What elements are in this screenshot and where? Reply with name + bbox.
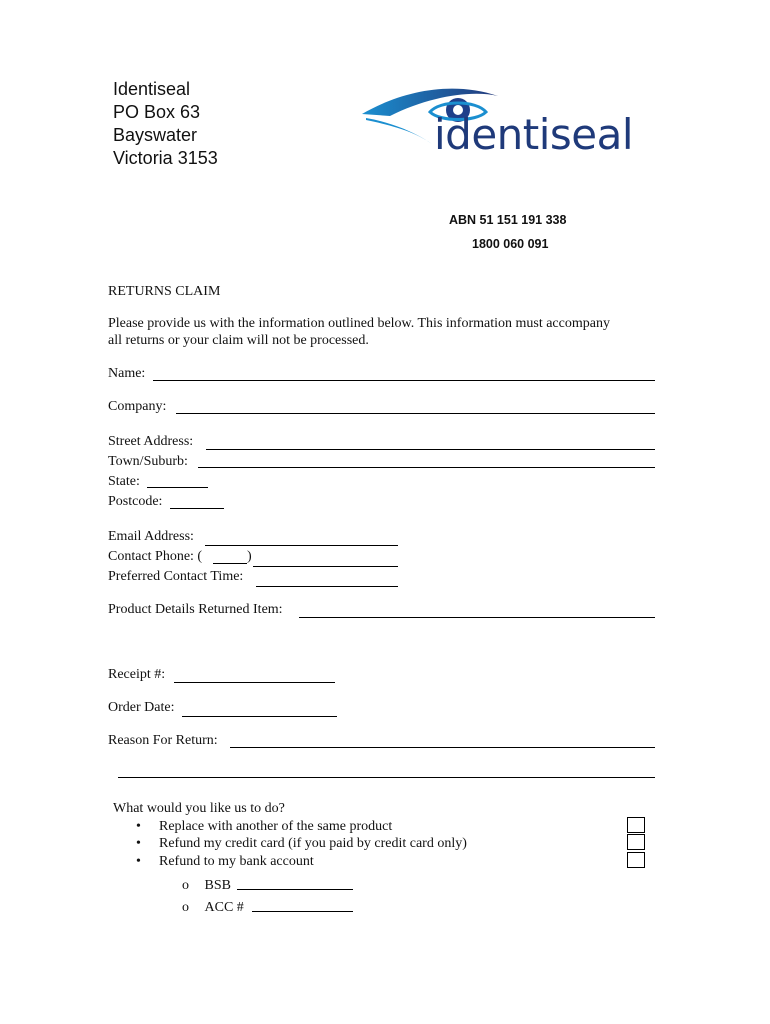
postcode-input-line[interactable] — [170, 508, 224, 509]
contact-phone-paren-close: ) — [247, 549, 252, 564]
action-question: What would you like us to do? — [113, 801, 285, 816]
option-refund-card — [113, 835, 467, 853]
contact-phone-area-code-line[interactable] — [213, 563, 247, 564]
option-refund-card-label: Refund my credit card (if you paid by credit card only) — [159, 836, 467, 851]
town-label: Town/Suburb: — [108, 454, 188, 469]
town-input-line[interactable] — [198, 467, 655, 468]
eye-logo-icon — [360, 82, 645, 160]
checkbox-refund-bank[interactable] — [627, 852, 645, 868]
option-refund-bank-label: Refund to my bank account — [159, 853, 314, 869]
option-replace — [113, 818, 467, 836]
reason-input-line-2[interactable] — [118, 777, 655, 778]
receipt-label: Receipt #: — [108, 667, 166, 682]
email-label: Email Address: — [108, 529, 194, 544]
address-line-suburb: Bayswater — [113, 125, 198, 145]
contact-phone-input-line[interactable] — [253, 566, 398, 567]
state-label: State: — [108, 474, 140, 489]
bullet-icon: • — [136, 818, 141, 834]
form-title: RETURNS CLAIM — [108, 284, 221, 299]
company-phone: 1800 060 091 — [472, 237, 549, 251]
acc-label: ACC # — [204, 900, 244, 915]
company-address — [113, 78, 218, 170]
reason-label: Reason For Return: — [108, 733, 218, 748]
bsb-label: BSB — [204, 878, 231, 893]
acc-input-line[interactable] — [252, 911, 353, 912]
name-input-line[interactable] — [153, 380, 655, 381]
street-label: Street Address: — [108, 434, 194, 449]
address-line-state: Victoria 3153 — [113, 148, 218, 168]
contact-time-input-line[interactable] — [256, 586, 398, 587]
bsb-input-line[interactable] — [237, 889, 353, 890]
company-input-line[interactable] — [176, 413, 655, 414]
contact-time-label: Preferred Contact Time: — [108, 569, 244, 584]
intro-line-2: all returns or your claim will not be processed. — [108, 333, 369, 348]
order-date-input-line[interactable] — [182, 716, 337, 717]
order-date-label: Order Date: — [108, 700, 175, 715]
receipt-input-line[interactable] — [174, 682, 335, 683]
checkbox-refund-card[interactable] — [627, 834, 645, 850]
option-refund-bank — [113, 853, 467, 871]
product-input-line[interactable] — [299, 617, 655, 618]
checkbox-replace[interactable] — [627, 817, 645, 833]
intro-line-1: Please provide us with the information outlined below. This information must accompany — [108, 316, 610, 331]
contact-phone-label: Contact Phone: ( — [108, 549, 203, 564]
logo-wordmark: identiseal — [434, 110, 634, 159]
identiseal-logo — [360, 82, 645, 160]
sub-bullet-icon: o — [182, 900, 189, 915]
email-input-line[interactable] — [205, 545, 398, 546]
bsb-row — [182, 878, 231, 894]
abn-number: ABN 51 151 191 338 — [449, 213, 567, 227]
bullet-icon: • — [136, 853, 141, 869]
street-input-line[interactable] — [206, 449, 655, 450]
address-line-pobox: PO Box 63 — [113, 102, 201, 122]
address-line-company: Identiseal — [113, 79, 191, 99]
option-replace-label: Replace with another of the same product — [159, 818, 393, 834]
sub-bullet-icon: o — [182, 878, 189, 893]
bullet-icon: • — [136, 836, 141, 851]
postcode-label: Postcode: — [108, 494, 163, 509]
acc-row — [182, 900, 244, 916]
action-options — [113, 800, 467, 870]
company-label: Company: — [108, 399, 167, 414]
reason-input-line[interactable] — [230, 747, 655, 748]
state-input-line[interactable] — [147, 487, 208, 488]
name-label: Name: — [108, 366, 146, 381]
product-label: Product Details Returned Item: — [108, 602, 283, 617]
